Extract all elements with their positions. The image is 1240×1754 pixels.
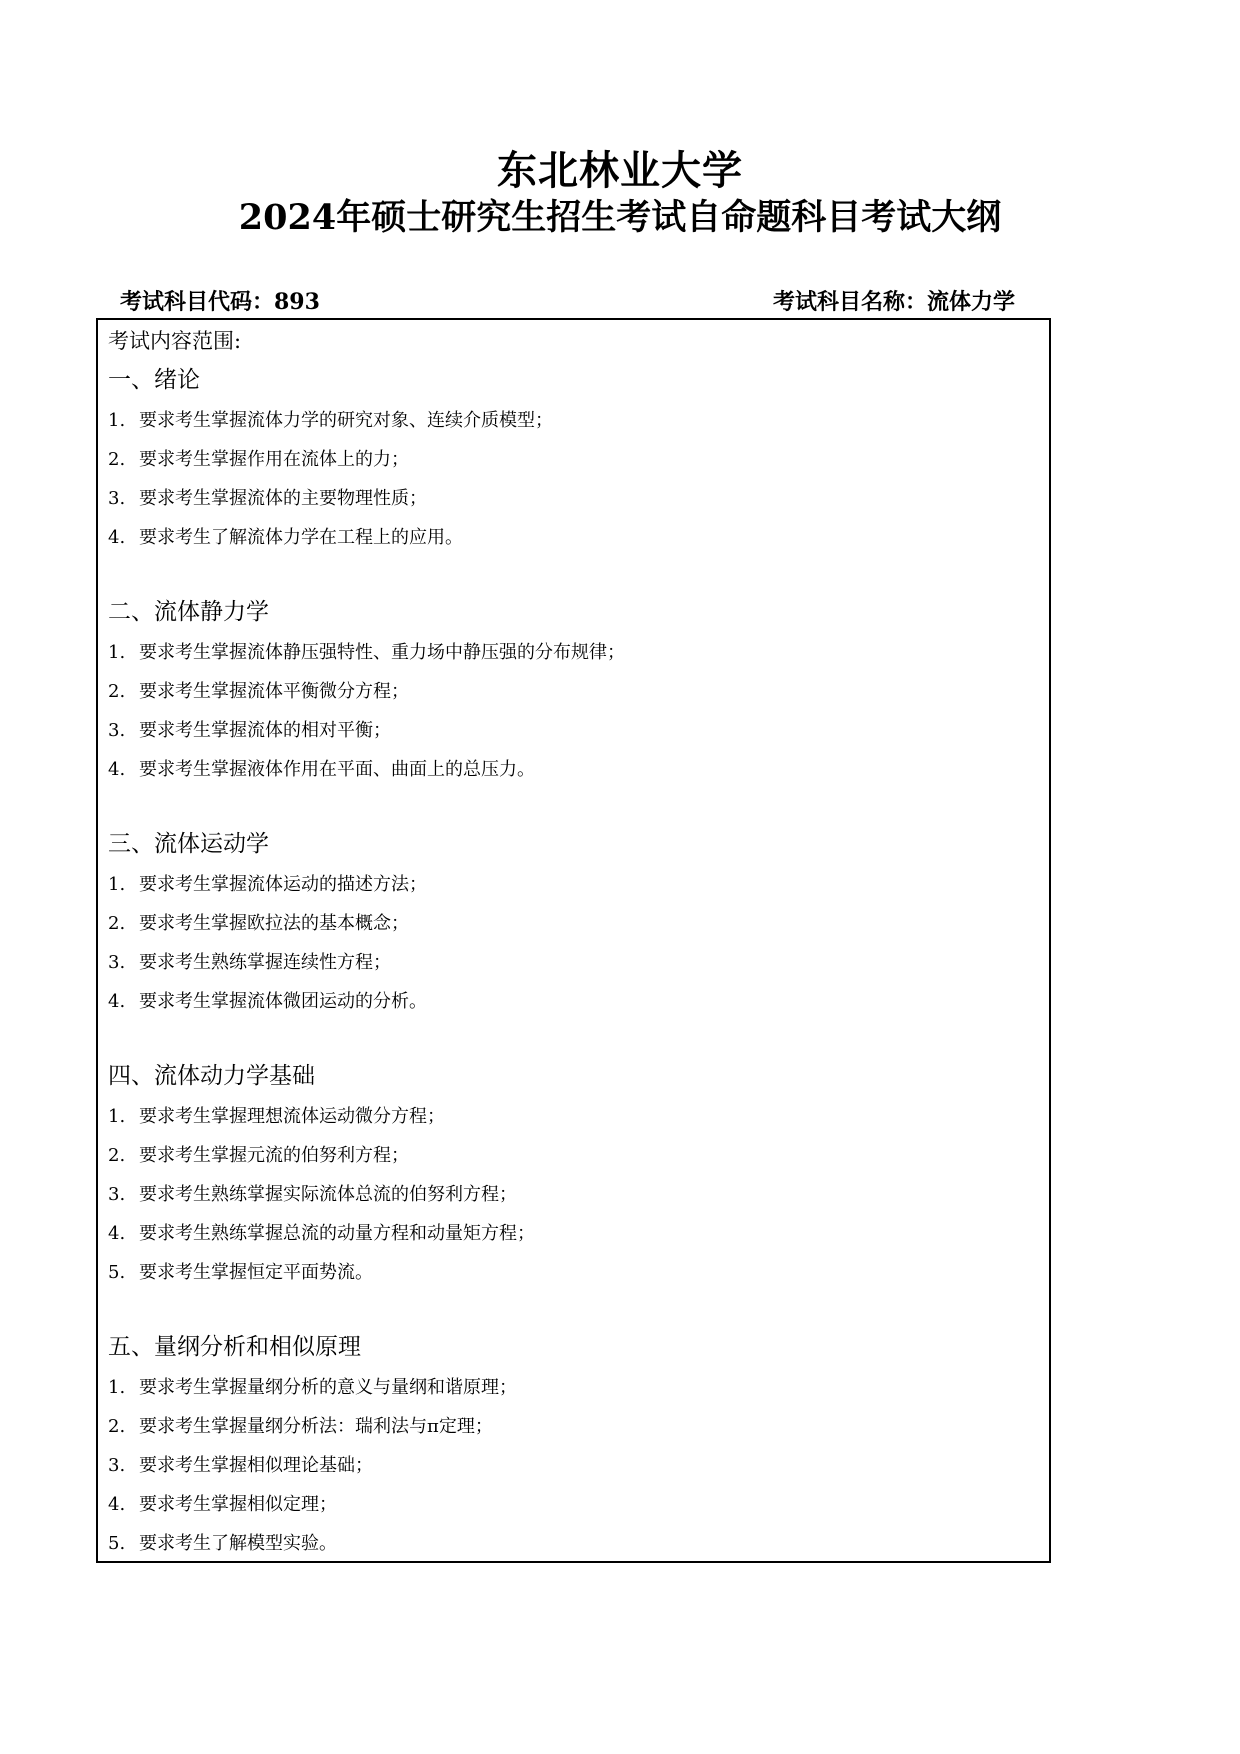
subject-code: 考试科目代码：893 — [120, 289, 320, 315]
item-number: 1. — [108, 1377, 126, 1398]
item-text: 要求考生熟练掌握总流的动量方程和动量矩方程； — [139, 1223, 535, 1244]
item-number: 2. — [108, 681, 126, 702]
document-subtitle: 2024年硕士研究生招生考试自命题科目考试大纲 — [238, 197, 1002, 238]
section-title: 四、流体动力学基础 — [108, 1063, 315, 1089]
item-text: 要求考生掌握元流的伯努利方程； — [139, 1145, 409, 1166]
syllabus-item — [108, 1407, 1049, 1446]
syllabus-item — [108, 479, 1049, 518]
syllabus-item — [108, 1368, 1049, 1407]
section-list — [108, 362, 1049, 1563]
item-number: 1. — [108, 874, 126, 895]
item-number: 3. — [108, 952, 126, 973]
item-text: 要求考生掌握流体力学的研究对象、连续介质模型； — [139, 410, 553, 431]
syllabus-item — [108, 865, 1049, 904]
syllabus-section — [108, 594, 1049, 789]
syllabus-section — [108, 1058, 1049, 1292]
item-number: 4. — [108, 991, 126, 1012]
syllabus-item — [108, 943, 1049, 982]
item-number: 4. — [108, 527, 126, 548]
item-number: 3. — [108, 1455, 126, 1476]
item-number: 1. — [108, 642, 126, 663]
item-text: 要求考生掌握恒定平面势流。 — [139, 1262, 373, 1283]
item-text: 要求考生掌握量纲分析法：瑞利法与π定理； — [139, 1416, 493, 1437]
item-text: 要求考生掌握相似理论基础； — [139, 1455, 373, 1476]
item-text: 要求考生掌握流体静压强特性、重力场中静压强的分布规律； — [139, 642, 625, 663]
syllabus-item — [108, 1485, 1049, 1524]
item-text: 要求考生掌握流体的相对平衡； — [139, 720, 391, 741]
syllabus-item — [108, 1175, 1049, 1214]
item-text: 要求考生掌握量纲分析的意义与量纲和谐原理； — [139, 1377, 517, 1398]
item-text: 要求考生掌握液体作用在平面、曲面上的总压力。 — [139, 759, 535, 780]
item-number: 3. — [108, 1184, 126, 1205]
syllabus-item — [108, 440, 1049, 479]
item-text: 要求考生了解模型实验。 — [139, 1533, 337, 1554]
syllabus-item — [108, 1524, 1049, 1563]
syllabus-item — [108, 633, 1049, 672]
section-title: 三、流体运动学 — [108, 831, 269, 857]
item-text: 要求考生掌握作用在流体上的力； — [139, 449, 409, 470]
item-text: 要求考生掌握流体平衡微分方程； — [139, 681, 409, 702]
content-box — [96, 318, 1051, 1563]
syllabus-item — [108, 1446, 1049, 1485]
item-number: 5. — [108, 1262, 126, 1283]
scope-label: 考试内容范围: — [108, 329, 242, 353]
item-text: 要求考生掌握欧拉法的基本概念； — [139, 913, 409, 934]
syllabus-section — [108, 826, 1049, 1021]
syllabus-item — [108, 904, 1049, 943]
item-text: 要求考生掌握相似定理； — [139, 1494, 337, 1515]
item-number: 5. — [108, 1533, 126, 1554]
syllabus-item — [108, 1253, 1049, 1292]
item-number: 4. — [108, 759, 126, 780]
item-text: 要求考生掌握流体的主要物理性质； — [139, 488, 427, 509]
item-number: 2. — [108, 1145, 126, 1166]
syllabus-item — [108, 1136, 1049, 1175]
syllabus-item — [108, 711, 1049, 750]
item-number: 4. — [108, 1494, 126, 1515]
syllabus-item — [108, 672, 1049, 711]
subject-name: 考试科目名称：流体力学 — [772, 289, 1015, 315]
syllabus-item — [108, 1214, 1049, 1253]
syllabus-item — [108, 982, 1049, 1021]
item-text: 要求考生了解流体力学在工程上的应用。 — [139, 527, 463, 548]
syllabus-item — [108, 750, 1049, 789]
section-title: 二、流体静力学 — [108, 599, 269, 625]
syllabus-section — [108, 1329, 1049, 1563]
item-number: 2. — [108, 1416, 126, 1437]
item-number: 1. — [108, 1106, 126, 1127]
syllabus-item — [108, 401, 1049, 440]
item-text: 要求考生掌握理想流体运动微分方程； — [139, 1106, 445, 1127]
item-text: 要求考生掌握流体微团运动的分析。 — [139, 991, 427, 1012]
section-title: 五、量纲分析和相似原理 — [108, 1334, 361, 1360]
item-number: 4. — [108, 1223, 126, 1244]
item-text: 要求考生熟练掌握连续性方程； — [139, 952, 391, 973]
section-title: 一、绪论 — [108, 367, 200, 393]
syllabus-section — [108, 362, 1049, 557]
item-text: 要求考生掌握流体运动的描述方法； — [139, 874, 427, 895]
syllabus-item — [108, 1097, 1049, 1136]
item-text: 要求考生熟练掌握实际流体总流的伯努利方程； — [139, 1184, 517, 1205]
item-number: 3. — [108, 720, 126, 741]
item-number: 1. — [108, 410, 126, 431]
university-title: 东北林业大学 — [497, 147, 743, 194]
item-number: 2. — [108, 913, 126, 934]
item-number: 3. — [108, 488, 126, 509]
item-number: 2. — [108, 449, 126, 470]
syllabus-item — [108, 518, 1049, 557]
